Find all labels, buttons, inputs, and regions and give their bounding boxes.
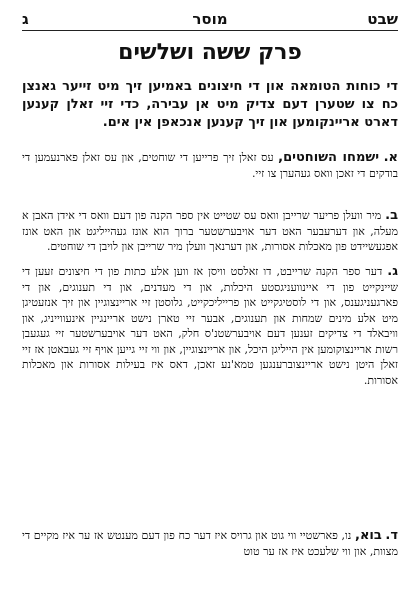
section-gimel-letter: ג. xyxy=(387,264,398,279)
section-dalet-text: נו, פארשטיי ווי גוט און גרויס איז דער כח פון דעם מענטש אז ער איז מקיים די מצוות, און ווי שלעכט איז אז ער טוט xyxy=(22,529,398,558)
chapter-title: פרק ששה ושלשים xyxy=(118,40,302,65)
header-middle-text: מוסר xyxy=(192,10,228,28)
section-gimel-text: דער ספר הקנה שרייבט, דו זאלסט וויסן אז ווען אלע כתות פון די חיצונים זעען די שיינקייט פון די איינוועניגסטע היכלות, און די מעדנים, און די תענוגים, און די פארגעניגענס, און די לוסטיגקייט און פרייליכקייט, גלוסטן זיי אריינצוגיין און זיך אנזעטיגן מיט אלע מינים שמחות און תענוגים, אבער זיי טארן נישט אריינגיין אינעווייניג, און וויבאלד די צדיקים זענען דעם אויבערשטנ'ס חלק, האט דער אויבערשטער זיי געגעבן רשות אריינצוקומען אין הייליגן היכל, און אריינצוגיין, און ווי זיי גייען אויף זיי געבאטן אז זיי זאלן היטן נישט אריינצוברענגען טמא'נע זאכן, דאס איז בעילות אסורות און מאכלות אסורות. xyxy=(22,265,398,387)
section-alef-lead: ישמחו השוחטים, xyxy=(278,150,380,165)
section-bet-text: מיר וועלן פריער שרייבן וואס עס שטייט אין ספר הקנה פון דעם וואס די אידן האבן א מעלה, און דערעבער האט דער אויבערשטער ברוך הוא אונז געהייליגט און האט אונז אפגעשיידט פון מאכלות אסורות, און דערנאך וועלן מיר שרייבן און לויבן די שוחטים. xyxy=(22,209,398,253)
section-alef xyxy=(22,150,398,181)
section-bet xyxy=(22,208,398,255)
header-right-text: שבט xyxy=(367,10,398,28)
chapter-intro: די כוחות הטומאה און די חיצונים באמיען זיך מיט זייער גאנצן כח צו שטערן דעם צדיק מיט אן עבירה, כדי זיי זאלן קענען דארט אריינקומען און זיך קענען אנכאפן אין אים. xyxy=(22,79,398,130)
section-alef-text: עס זאלן זיך פרייען די שוחטים, און עס זאלן פארנעמען די בודקים די זאכן וואס געהערן צו זיי. xyxy=(22,151,398,180)
header-rule xyxy=(22,30,398,31)
section-dalet xyxy=(22,528,398,559)
section-alef-letter: א. xyxy=(383,150,398,165)
running-header xyxy=(22,8,398,30)
section-dalet-letter: ד. xyxy=(385,528,399,543)
section-gimel xyxy=(22,264,398,388)
header-left-text: ג xyxy=(22,10,29,28)
section-bet-letter: ב. xyxy=(385,208,398,223)
section-dalet-lead: בוא, xyxy=(355,528,382,543)
